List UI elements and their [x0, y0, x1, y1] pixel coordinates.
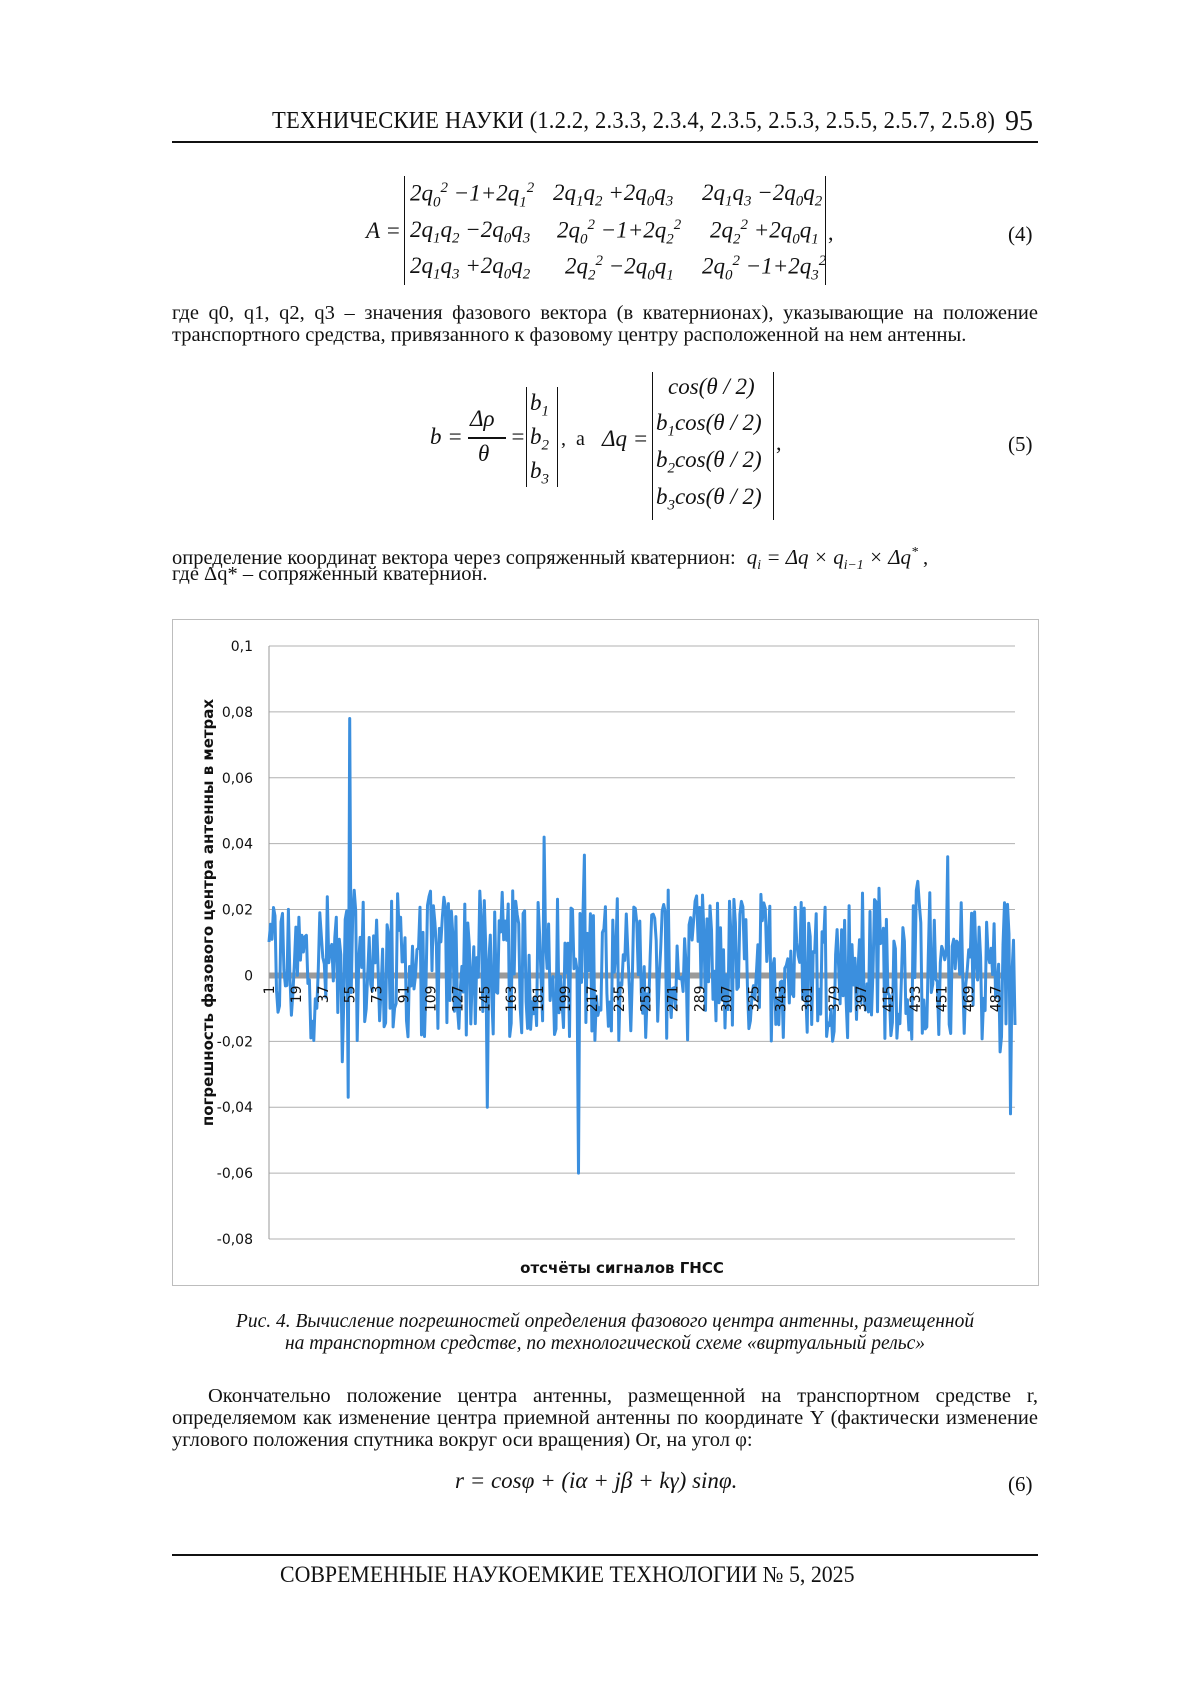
figure-caption-line1: Рис. 4. Вычисление погрешностей определения фазового центра антенны, размещенной	[235, 1311, 975, 1332]
x-tick-label: 307	[719, 985, 736, 1013]
x-tick-label: 271	[665, 985, 682, 1013]
x-tick-label: 433	[907, 985, 924, 1013]
x-tick-label: 289	[692, 985, 709, 1013]
conjugate-note: где Δq* – сопряженный кватернион.	[172, 563, 488, 585]
x-tick-label: 109	[423, 985, 440, 1013]
series-line	[269, 719, 1015, 1174]
y-tick-label: -0,02	[216, 1034, 253, 1051]
x-tick-label: 181	[531, 985, 548, 1013]
x-tick-label: 253	[638, 985, 655, 1013]
x-tick-label: 379	[827, 985, 844, 1013]
x-tick-label: 127	[450, 985, 467, 1013]
equation-5-number: (5)	[1008, 432, 1033, 456]
paragraph-conjugate: определение координат вектора через сопряженный кватернион: $q_i = \Delta q \times q_{i-1} \times \Delta q^*$ ,	[172, 544, 929, 573]
x-tick-label: 397	[854, 985, 871, 1013]
x-tick-label: 199	[558, 985, 575, 1013]
x-tick-label: 451	[934, 985, 951, 1013]
x-tick-label: 487	[988, 985, 1005, 1013]
conjugate-text: определение координат вектора через сопряженный кватернион:	[172, 547, 736, 569]
x-tick-label: 163	[504, 985, 521, 1013]
figure-chart	[172, 619, 1039, 1286]
journal-section-header: ТЕХНИЧЕСКИЕ НАУКИ (1.2.2, 2.3.3, 2.3.4, 2.3.5, 2.5.3, 2.5.5, 2.5.7, 2.5.8)	[272, 108, 996, 134]
footer-rule	[172, 1554, 1038, 1556]
x-tick-label: 73	[369, 985, 386, 1004]
y-tick-label: 0,04	[221, 836, 253, 853]
x-axis-title: отсчёты сигналов ГНСС	[520, 1259, 724, 1277]
y-tick-label: 0	[244, 968, 253, 985]
x-tick-label: 343	[773, 985, 790, 1013]
x-tick-label: 37	[315, 985, 332, 1004]
y-tick-label: -0,06	[216, 1166, 253, 1183]
x-tick-label: 145	[477, 985, 494, 1013]
x-tick-label: 325	[746, 985, 763, 1013]
y-axis-title: погрешность фазового центра антенны в метрах	[199, 698, 217, 1127]
x-tick-label: 217	[584, 985, 601, 1013]
figure-caption-line2: на транспортном средстве, по технологической схеме «виртуальный рельс»	[285, 1333, 925, 1354]
x-tick-label: 1	[262, 985, 278, 995]
x-tick-label: 469	[961, 985, 978, 1013]
equation-4-number: (4)	[1008, 222, 1033, 246]
y-tick-label: 0,1	[230, 639, 253, 655]
y-tick-label: 0,08	[221, 704, 253, 721]
equation-6-number: (6)	[1008, 1472, 1033, 1496]
y-tick-label: -0,08	[216, 1232, 253, 1248]
x-tick-label: 415	[880, 985, 897, 1013]
journal-footer: СОВРЕМЕННЫЕ НАУКОЕМКИЕ ТЕХНОЛОГИИ № 5, 2025	[280, 1562, 855, 1587]
y-tick-label: 0,02	[221, 902, 253, 919]
y-tick-label: -0,04	[216, 1100, 253, 1117]
page-number: 95	[1005, 106, 1033, 137]
y-tick-label: 0,06	[221, 770, 253, 787]
equation-6: r = cosφ + (iα + jβ + kγ) sinφ.	[455, 1468, 738, 1493]
x-tick-label: 235	[611, 985, 628, 1013]
header-rule	[172, 141, 1038, 143]
paragraph-final-position: Окончательно положение центра антенны, размещенной на транспортном средстве r, определяемом как изменение центра приемной антенны по координате Y (фактически изменение углового положения спутника вокруг оси вращения) Or, на угол φ:	[172, 1385, 1038, 1451]
paragraph-quaternion-values: где q0, q1, q2, q3 – значения фазового вектора (в кватернионах), указывающие на положение транспортного средства, привязанного к фазовому центру расположенной на нем антенны.	[172, 302, 1038, 346]
error-line-chart	[173, 620, 1038, 1285]
x-tick-label: 19	[288, 985, 305, 1004]
x-tick-label: 91	[396, 985, 413, 1004]
x-tick-label: 361	[800, 985, 817, 1013]
x-tick-label: 55	[342, 985, 359, 1004]
